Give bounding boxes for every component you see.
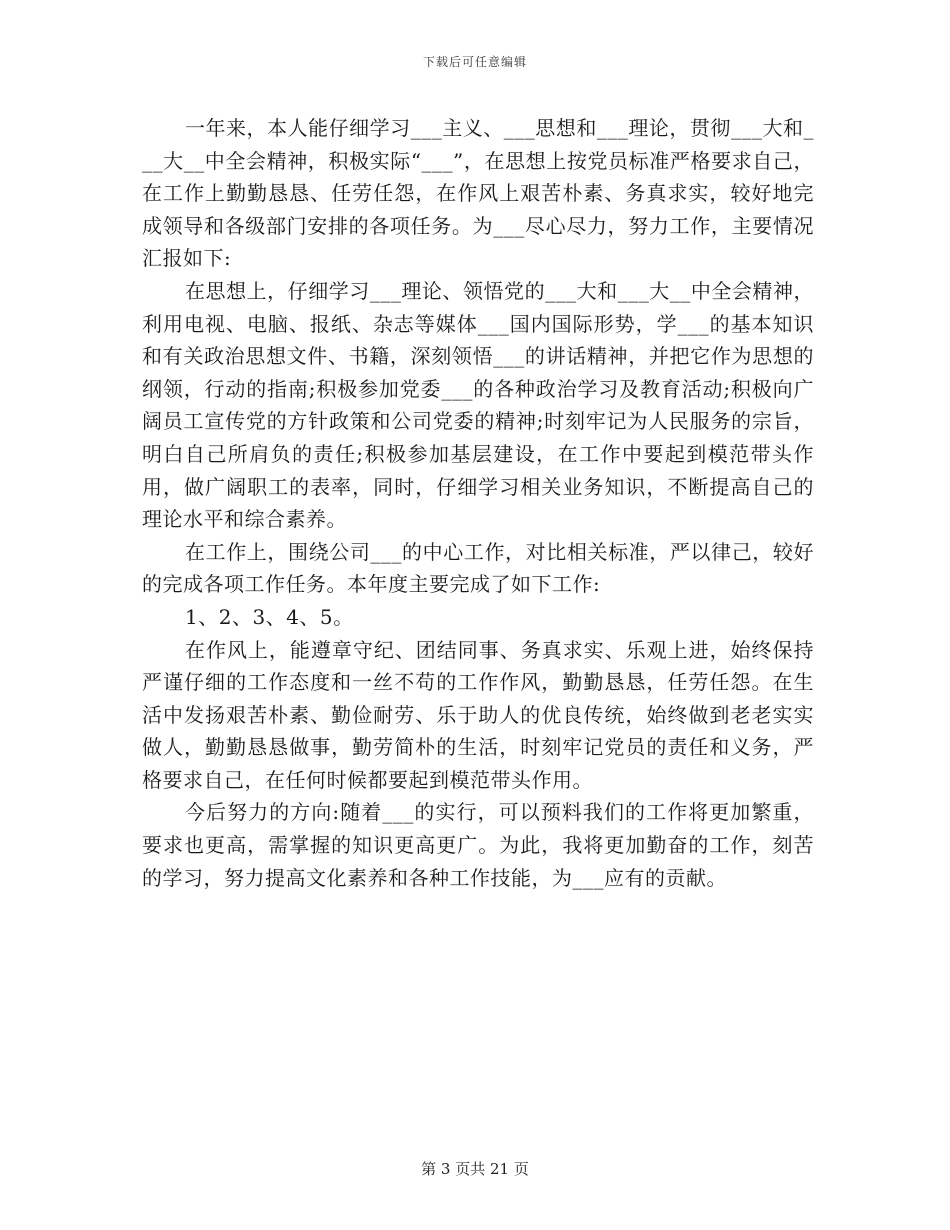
page-footer: 第 3 页共 21 页 <box>421 1160 529 1178</box>
paragraph-thought: 在思想上，仔细学习___理论、领悟党的___大和___大__中全会精神，利用电视、电脑、报纸、杂志等媒体___国内国际形势，学___的基本知识和有关政治思想文件、书籍，深刻领悟___的讲话精神，并把它作为思想的纲领，行动的指南;积极参加党委___的各种政治学习及教育活动;积极向广阔员工宣传党的方针政策和公司党委的精神;时刻牢记为人民服务的宗旨，明白自己所肩负的责任;积极参加基层建设，在工作中要起到模范带头作用，做广阔职工的表率，同时，仔细学习相关业务知识，不断提高自己的理论水平和综合素养。 <box>142 278 814 532</box>
paragraph-work: 在工作上，围绕公司___的中心工作，对比相关标准，严以律己，较好的完成各项工作任务。本年度主要完成了如下工作: <box>142 539 814 597</box>
document-body <box>142 112 814 894</box>
paragraph-work-list: 1、2、3、4、5。 <box>185 604 354 629</box>
paragraph-future: 今后努力的方向:随着___的实行，可以预料我们的工作将更加繁重，要求也更高，需掌握的知识更高更广。为此，我将更加勤奋的工作，刻苦的学习，努力提高文化素养和各种工作技能，为___应有的贡献。 <box>142 800 814 890</box>
paragraph-style: 在作风上，能遵章守纪、团结同事、务真求实、乐观上进，始终保持严谨仔细的工作态度和一丝不苟的工作作风，勤勤恳恳，任劳任怨。在生活中发扬艰苦朴素、勤俭耐劳、乐于助人的优良传统，始终做到老老实实做人，勤勤恳恳做事，勤劳简朴的生活，时刻牢记党员的责任和义务，严格要求自己，在任何时候都要起到模范带头作用。 <box>142 637 814 792</box>
page-header: 下载后可任意编辑 <box>422 55 527 69</box>
paragraph-intro: 一年来，本人能仔细学习___主义、___思想和___理论，贯彻___大和___大__中全会精神，积极实际“___”，在思想上按党员标准严格要求自己，在工作上勤勤恳恳、任劳任怨，在作风上艰苦朴素、务真求实，较好地完成领导和各级部门安排的各项任务。为___尽心尽力，努力工作，主要情况汇报如下: <box>142 116 814 271</box>
